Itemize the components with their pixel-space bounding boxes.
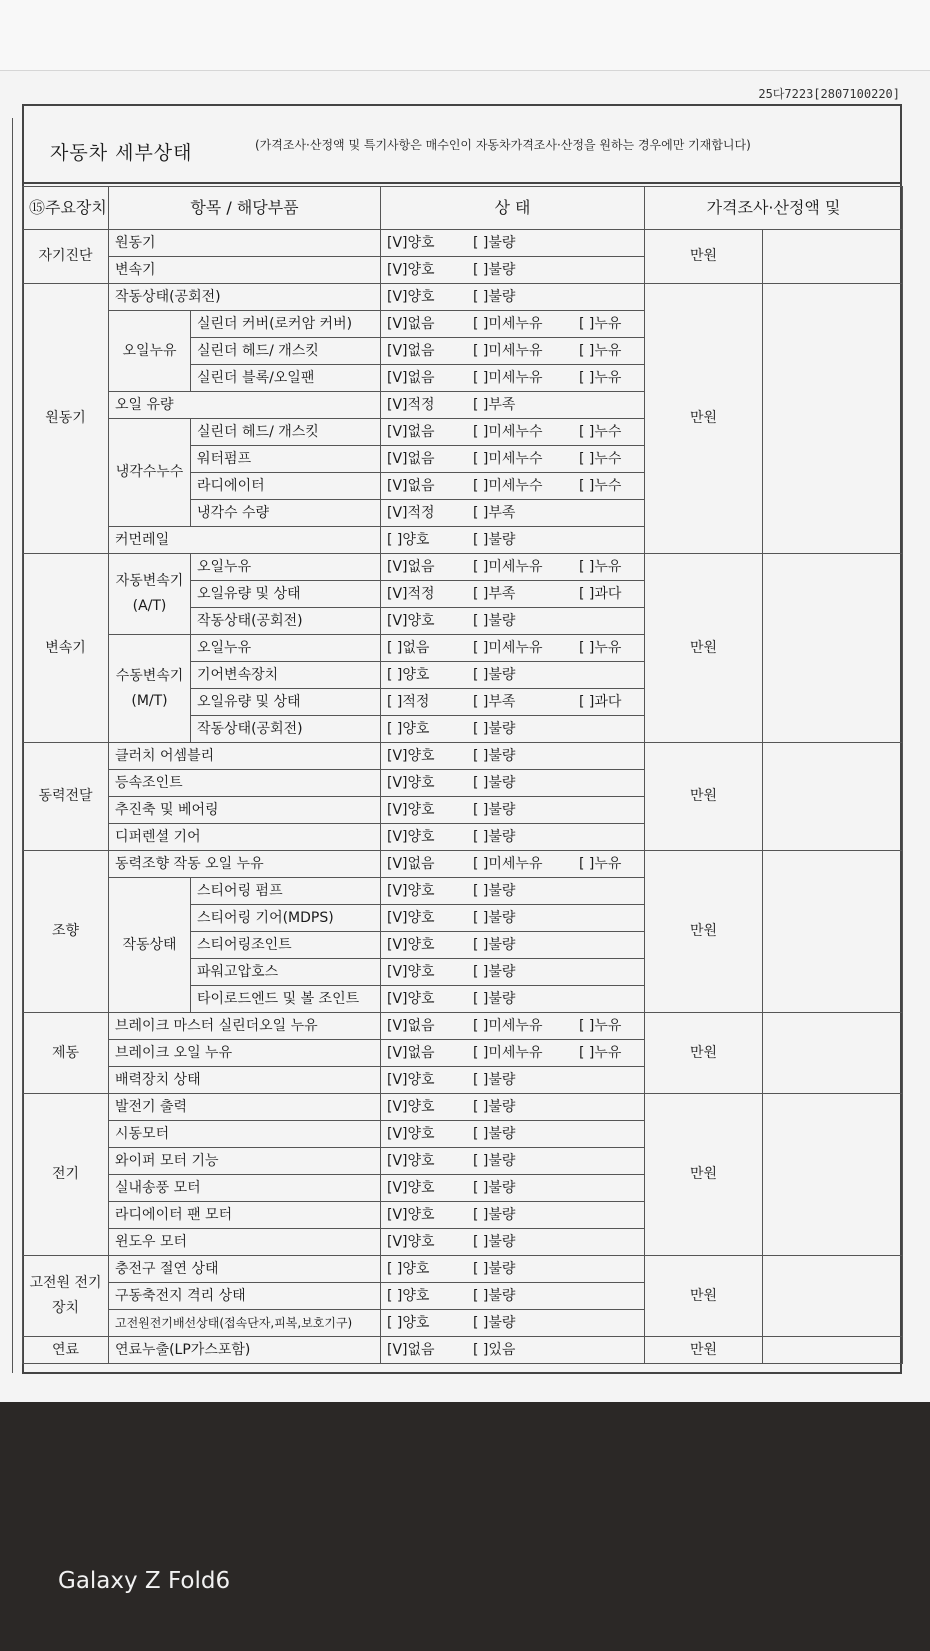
table-row <box>23 1256 903 1283</box>
status-option[interactable]: [ ]과다 <box>579 585 622 602</box>
price-cell: 만원 <box>645 230 763 284</box>
status-cell <box>381 446 645 473</box>
status-option[interactable]: [ ]불량 <box>473 261 516 278</box>
status-option[interactable]: [V]양호 <box>387 1206 435 1223</box>
status-cell <box>381 1067 645 1094</box>
status-cell <box>381 500 645 527</box>
status-cell <box>381 1040 645 1067</box>
status-option[interactable]: [ ]불량 <box>473 1071 516 1088</box>
item-cell: 작동상태(공회전) <box>109 284 381 311</box>
status-cell <box>381 608 645 635</box>
subcategory-cell: 자동변속기 (A/T) <box>109 554 191 635</box>
item-cell: 실린더 커버(로커암 커버) <box>191 311 381 338</box>
status-option[interactable]: [V]양호 <box>387 1098 435 1115</box>
status-cell <box>381 230 645 257</box>
item-cell: 기어변속장치 <box>191 662 381 689</box>
item-cell: 고전원전기배선상태(접속단자,피복,보호기구) <box>109 1310 381 1337</box>
item-cell: 윈도우 모터 <box>109 1229 381 1256</box>
category-cell: 연료 <box>23 1337 109 1364</box>
status-option[interactable]: [ ]부족 <box>473 693 516 710</box>
table-row <box>23 230 903 257</box>
status-cell <box>381 1175 645 1202</box>
item-cell: 스티어링 펌프 <box>191 878 381 905</box>
item-cell: 발전기 출력 <box>109 1094 381 1121</box>
status-option[interactable]: [ ]불량 <box>473 747 516 764</box>
status-cell <box>381 1337 645 1364</box>
remark-cell <box>763 554 903 743</box>
header-main-device: ⑮주요장치 <box>23 187 109 230</box>
status-cell <box>381 1094 645 1121</box>
item-cell: 오일유량 및 상태 <box>191 689 381 716</box>
category-cell: 원동기 <box>23 284 109 554</box>
table-row <box>23 1013 903 1040</box>
status-cell <box>381 473 645 500</box>
category-cell: 변속기 <box>23 554 109 743</box>
remark-cell <box>763 284 903 554</box>
remark-cell <box>763 230 903 284</box>
status-cell <box>381 527 645 554</box>
item-cell: 충전구 절연 상태 <box>109 1256 381 1283</box>
item-cell: 커먼레일 <box>109 527 381 554</box>
header-item: 항목 / 해당부품 <box>109 187 381 230</box>
status-option[interactable]: [V]적정 <box>387 504 435 521</box>
status-option[interactable]: [ ]불량 <box>473 882 516 899</box>
status-option[interactable]: [ ]불량 <box>473 936 516 953</box>
status-cell <box>381 581 645 608</box>
header-status: 상 태 <box>381 187 645 230</box>
status-cell <box>381 338 645 365</box>
status-option[interactable]: [ ]누유 <box>579 369 622 386</box>
remark-cell <box>763 851 903 1013</box>
item-cell: 오일 유량 <box>109 392 381 419</box>
remark-cell <box>763 1337 903 1364</box>
item-cell: 작동상태(공회전) <box>191 716 381 743</box>
status-cell <box>381 257 645 284</box>
status-option[interactable]: [ ]미세누유 <box>473 1044 543 1061</box>
status-option[interactable]: [ ]불량 <box>473 801 516 818</box>
status-option[interactable]: [V]적정 <box>387 585 435 602</box>
status-option[interactable]: [V]없음 <box>387 1341 435 1358</box>
remark-cell <box>763 743 903 851</box>
price-cell: 만원 <box>645 851 763 1013</box>
status-cell <box>381 635 645 662</box>
price-cell: 만원 <box>645 284 763 554</box>
item-cell: 브레이크 오일 누유 <box>109 1040 381 1067</box>
status-option[interactable]: [ ]누유 <box>579 558 622 575</box>
status-cell <box>381 365 645 392</box>
status-option[interactable]: [ ]불량 <box>473 990 516 1007</box>
status-option[interactable]: [ ]불량 <box>473 828 516 845</box>
status-option[interactable]: [ ]누수 <box>579 450 622 467</box>
status-option[interactable]: [ ]미세누유 <box>473 558 543 575</box>
status-option[interactable]: [V]양호 <box>387 882 435 899</box>
price-cell: 만원 <box>645 1337 763 1364</box>
item-cell: 라디에이터 <box>191 473 381 500</box>
status-option[interactable]: [ ]미세누수 <box>473 450 543 467</box>
status-cell <box>381 554 645 581</box>
table-row <box>23 554 903 581</box>
status-option[interactable]: [ ]불량 <box>473 1314 516 1331</box>
status-cell <box>381 1121 645 1148</box>
status-cell <box>381 1013 645 1040</box>
item-cell: 실린더 블록/오일팬 <box>191 365 381 392</box>
status-option[interactable]: [V]양호 <box>387 990 435 1007</box>
status-option[interactable]: [ ]불량 <box>473 234 516 251</box>
status-option[interactable]: [ ]양호 <box>387 1287 430 1304</box>
item-cell: 실린더 헤드/ 개스킷 <box>191 419 381 446</box>
status-option[interactable]: [V]적정 <box>387 396 435 413</box>
category-cell: 조향 <box>23 851 109 1013</box>
status-option[interactable]: [V]없음 <box>387 558 435 575</box>
price-cell: 만원 <box>645 1256 763 1337</box>
status-option[interactable]: [V]양호 <box>387 612 435 629</box>
item-cell: 스티어링 기어(MDPS) <box>191 905 381 932</box>
status-option[interactable]: [ ]양호 <box>387 1260 430 1277</box>
item-cell: 오일유량 및 상태 <box>191 581 381 608</box>
document-number: 25다7223[2807100220] <box>758 87 900 101</box>
status-cell <box>381 284 645 311</box>
status-option[interactable]: [ ]과다 <box>579 693 622 710</box>
status-option[interactable]: [V]없음 <box>387 423 435 440</box>
camera-watermark: Galaxy Z Fold6 <box>58 1568 231 1594</box>
status-option[interactable]: [ ]적정 <box>387 693 430 710</box>
item-cell: 와이퍼 모터 기능 <box>109 1148 381 1175</box>
status-cell <box>381 986 645 1013</box>
category-cell: 자기진단 <box>23 230 109 284</box>
status-option[interactable]: [ ]누유 <box>579 1044 622 1061</box>
category-cell: 제동 <box>23 1013 109 1094</box>
remark-cell <box>763 1094 903 1256</box>
status-option[interactable]: [ ]미세누유 <box>473 369 543 386</box>
status-cell <box>381 878 645 905</box>
status-option[interactable]: [V]없음 <box>387 1044 435 1061</box>
status-option[interactable]: [V]양호 <box>387 936 435 953</box>
status-option[interactable]: [V]없음 <box>387 315 435 332</box>
table-row <box>23 851 903 878</box>
status-option[interactable]: [V]없음 <box>387 450 435 467</box>
status-option[interactable]: [ ]미세누유 <box>473 342 543 359</box>
status-option[interactable]: [ ]양호 <box>387 720 430 737</box>
status-option[interactable]: [ ]불량 <box>473 1260 516 1277</box>
form-note: (가격조사·산정액 및 특기사항은 매수인이 자동차가격조사·산정을 원하는 경우에만 기재합니다) <box>255 138 751 152</box>
status-option[interactable]: [ ]누수 <box>579 423 622 440</box>
status-option[interactable]: [ ]미세누유 <box>473 315 543 332</box>
status-cell <box>381 419 645 446</box>
category-cell: 전기 <box>23 1094 109 1256</box>
status-option[interactable]: [ ]누유 <box>579 342 622 359</box>
status-option[interactable]: [ ]불량 <box>473 963 516 980</box>
table-row <box>23 1094 903 1121</box>
status-option[interactable]: [V]없음 <box>387 342 435 359</box>
item-cell: 추진축 및 베어링 <box>109 797 381 824</box>
category-cell: 고전원 전기장치 <box>23 1256 109 1337</box>
status-option[interactable]: [ ]미세누수 <box>473 477 543 494</box>
left-page-edge <box>0 118 13 1373</box>
status-option[interactable]: [V]없음 <box>387 1017 435 1034</box>
form-title: 자동차 세부상태 <box>50 142 193 164</box>
status-cell <box>381 851 645 878</box>
item-cell: 브레이크 마스터 실린더오일 누유 <box>109 1013 381 1040</box>
table-row <box>23 284 903 311</box>
status-option[interactable]: [ ]불량 <box>473 1098 516 1115</box>
status-option[interactable]: [ ]누수 <box>579 477 622 494</box>
price-cell: 만원 <box>645 1013 763 1094</box>
item-cell: 작동상태(공회전) <box>191 608 381 635</box>
item-cell: 실내송풍 모터 <box>109 1175 381 1202</box>
item-cell: 파워고압호스 <box>191 959 381 986</box>
status-option[interactable]: [ ]불량 <box>473 720 516 737</box>
status-option[interactable]: [ ]미세누유 <box>473 855 543 872</box>
item-cell: 구동축전지 격리 상태 <box>109 1283 381 1310</box>
subcategory-cell: 수동변속기 (M/T) <box>109 635 191 743</box>
subcategory-cell: 오일누유 <box>109 311 191 392</box>
status-cell <box>381 1283 645 1310</box>
status-option[interactable]: [V]없음 <box>387 369 435 386</box>
status-cell <box>381 311 645 338</box>
status-cell <box>381 689 645 716</box>
status-option[interactable]: [ ]부족 <box>473 585 516 602</box>
status-option[interactable]: [ ]양호 <box>387 666 430 683</box>
item-cell: 오일누유 <box>191 635 381 662</box>
status-cell <box>381 905 645 932</box>
item-cell: 라디에이터 팬 모터 <box>109 1202 381 1229</box>
status-option[interactable]: [V]양호 <box>387 261 435 278</box>
item-cell: 스티어링조인트 <box>191 932 381 959</box>
item-cell: 워터펌프 <box>191 446 381 473</box>
remark-cell <box>763 1013 903 1094</box>
item-cell: 동력조향 작동 오일 누유 <box>109 851 381 878</box>
status-option[interactable]: [ ]양호 <box>387 1314 430 1331</box>
status-cell <box>381 1256 645 1283</box>
subcategory-cell: 작동상태 <box>109 878 191 1013</box>
item-cell: 등속조인트 <box>109 770 381 797</box>
item-cell: 클러치 어셈블리 <box>109 743 381 770</box>
status-cell <box>381 662 645 689</box>
item-cell: 디퍼렌셜 기어 <box>109 824 381 851</box>
status-option[interactable]: [ ]양호 <box>387 531 430 548</box>
status-option[interactable]: [V]양호 <box>387 1071 435 1088</box>
item-cell: 배력장치 상태 <box>109 1067 381 1094</box>
status-option[interactable]: [V]양호 <box>387 774 435 791</box>
item-cell: 변속기 <box>109 257 381 284</box>
status-cell <box>381 959 645 986</box>
item-cell: 연료누출(LP가스포함) <box>109 1337 381 1364</box>
status-option[interactable]: [ ]부족 <box>473 504 516 521</box>
status-cell <box>381 932 645 959</box>
status-cell <box>381 743 645 770</box>
price-cell: 만원 <box>645 554 763 743</box>
status-option[interactable]: [ ]없음 <box>387 639 430 656</box>
status-option[interactable]: [V]양호 <box>387 747 435 764</box>
status-cell <box>381 797 645 824</box>
status-cell <box>381 770 645 797</box>
category-cell: 동력전달 <box>23 743 109 851</box>
status-cell <box>381 1202 645 1229</box>
price-cell: 만원 <box>645 743 763 851</box>
table-header-row <box>23 187 903 230</box>
inspection-table <box>22 186 903 1364</box>
status-option[interactable]: [ ]미세누유 <box>473 1017 543 1034</box>
status-option[interactable]: [ ]불량 <box>473 1179 516 1196</box>
status-option[interactable]: [ ]누유 <box>579 1017 622 1034</box>
status-option[interactable]: [ ]있음 <box>473 1341 516 1358</box>
paper-fold <box>0 0 930 71</box>
status-option[interactable]: [ ]누유 <box>579 315 622 332</box>
item-cell: 오일누유 <box>191 554 381 581</box>
remark-cell <box>763 1256 903 1337</box>
status-option[interactable]: [V]없음 <box>387 477 435 494</box>
status-option[interactable]: [ ]불량 <box>473 666 516 683</box>
price-cell: 만원 <box>645 1094 763 1256</box>
status-option[interactable]: [V]양호 <box>387 1125 435 1142</box>
status-cell <box>381 1148 645 1175</box>
status-option[interactable]: [V]없음 <box>387 855 435 872</box>
status-option[interactable]: [ ]불량 <box>473 909 516 926</box>
status-option[interactable]: [V]양호 <box>387 1179 435 1196</box>
item-cell: 원동기 <box>109 230 381 257</box>
status-option[interactable]: [V]양호 <box>387 828 435 845</box>
status-option[interactable]: [ ]미세누수 <box>473 423 543 440</box>
status-option[interactable]: [V]양호 <box>387 909 435 926</box>
status-option[interactable]: [ ]누유 <box>579 855 622 872</box>
status-option[interactable]: [ ]불량 <box>473 1233 516 1250</box>
status-option[interactable]: [ ]불량 <box>473 531 516 548</box>
status-option[interactable]: [ ]불량 <box>473 288 516 305</box>
header-price: 가격조사·산정액 및 <box>645 187 903 230</box>
status-option[interactable]: [ ]부족 <box>473 396 516 413</box>
item-cell: 냉각수 수량 <box>191 500 381 527</box>
status-cell <box>381 1310 645 1337</box>
status-cell <box>381 824 645 851</box>
status-option[interactable]: [ ]불량 <box>473 1287 516 1304</box>
status-option[interactable]: [V]양호 <box>387 288 435 305</box>
status-option[interactable]: [ ]불량 <box>473 774 516 791</box>
status-option[interactable]: [ ]누유 <box>579 639 622 656</box>
status-option[interactable]: [ ]불량 <box>473 1152 516 1169</box>
status-option[interactable]: [V]양호 <box>387 1152 435 1169</box>
status-option[interactable]: [ ]미세누유 <box>473 639 543 656</box>
status-cell <box>381 392 645 419</box>
item-cell: 타이로드엔드 및 볼 조인트 <box>191 986 381 1013</box>
status-option[interactable]: [V]양호 <box>387 963 435 980</box>
table-row <box>23 743 903 770</box>
table-row <box>23 1337 903 1364</box>
status-option[interactable]: [ ]불량 <box>473 612 516 629</box>
status-option[interactable]: [V]양호 <box>387 1233 435 1250</box>
item-cell: 시동모터 <box>109 1121 381 1148</box>
status-option[interactable]: [V]양호 <box>387 801 435 818</box>
status-cell <box>381 716 645 743</box>
subcategory-cell: 냉각수누수 <box>109 419 191 527</box>
status-option[interactable]: [ ]불량 <box>473 1206 516 1223</box>
item-cell: 실린더 헤드/ 개스킷 <box>191 338 381 365</box>
status-option[interactable]: [V]양호 <box>387 234 435 251</box>
status-cell <box>381 1229 645 1256</box>
status-option[interactable]: [ ]불량 <box>473 1125 516 1142</box>
